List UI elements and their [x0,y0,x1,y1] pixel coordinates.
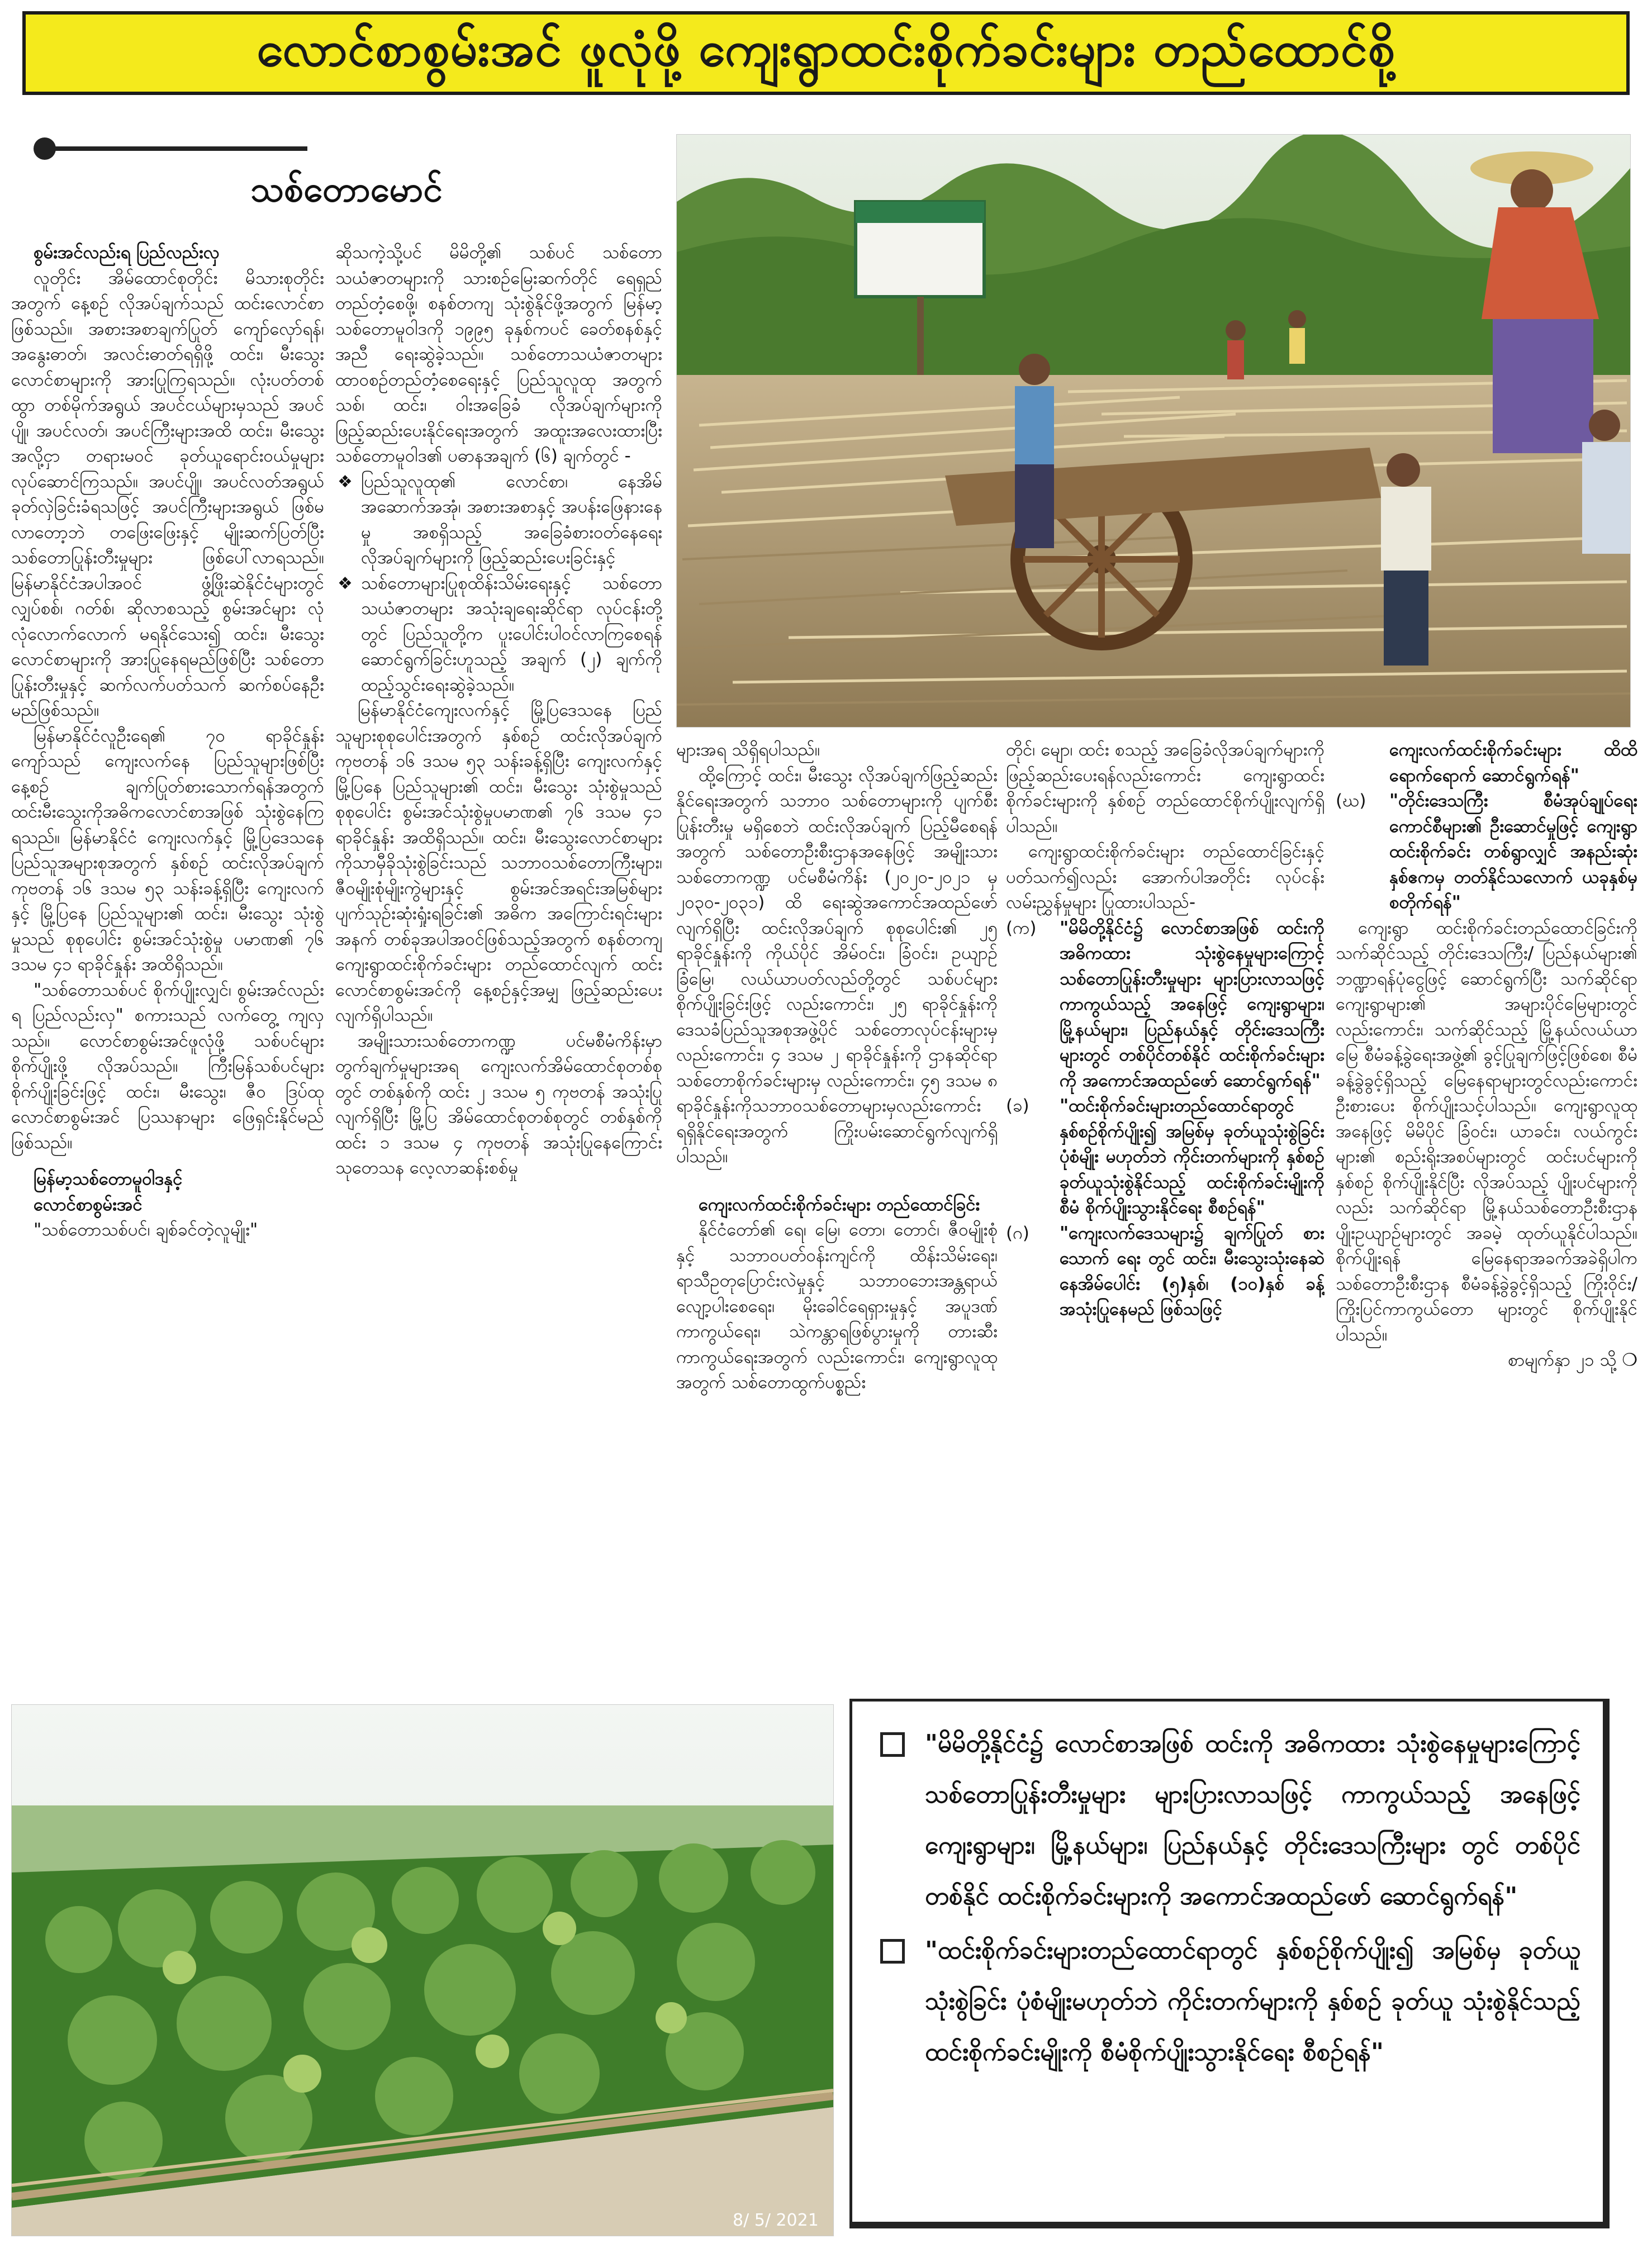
list-item-text: "ထင်းစိုက်ခင်းများတည်ထောင်ရာတွင် နှစ်စဉ်စိုက်ပျိုး၍ အမြစ်မှ ခုတ်ယူသုံးစွဲခြင်း ပုံစံမျိုး မဟုတ်ဘဲ ကိုင်းတက်များကို နှစ်စဉ် ခုတ်ယူသုံးစွဲနိုင်သည့် ထင်းစိုက်ခင်းမျိုးကို စီမံ စိုက်ပျိုးသွားနိုင်ရေး စီစဉ်ရန်" [1060,1096,1325,1218]
policy-bullet-list [335,469,662,698]
continued-note: စာမျက်နှာ ၂၁ သို့ ❍ [1508,1350,1637,1370]
list-item [1006,1221,1325,1323]
article-column-3 [676,738,998,1570]
paragraph: ဆိုသကဲ့သို့ပင် မိမိတို့၏ သစ်ပင် သစ်တော သယံဇာတများကို သားစဉ်မြေးဆက်တိုင် ရေရှည်တည်တံ့စေဖို့၊ စနစ်တကျ သုံးစွဲနိုင်ဖို့အတွက် မြန်မာ့သစ်တောမူဝါဒကို ၁၉၉၅ ခုနှစ်ကပင် ခေတ်စနစ်နှင့်အညီ ရေးဆွဲခဲ့သည်။ သစ်တောသယံဇာတများ ထာဝစဉ်တည်တံ့စေရေးနှင့် ပြည်သူလူထု အတွက် သစ်၊ ထင်း၊ ဝါးအခြေခံ လိုအပ်ချက်များကို ဖြည့်ဆည်းပေးနိုင်ရေးအတွက် အထူးအလေးထားပြီး သစ်တောမူဝါဒ၏ ပဓာနအချက် (၆) ချက်တွင် - [335,243,662,466]
list-item-text: "မိမိတို့နိုင်ငံ၌ လောင်စာအဖြစ် ထင်းကို အဓိကထား သုံးစွဲနေမှုများကြောင့် သစ်တောပြုန်းတီးမှုများ များပြားလာသဖြင့် ကာကွယ်သည့် အနေဖြင့် ကျေးရွာများ၊ မြို့နယ်များ၊ ပြည်နယ်နှင့် တိုင်းဒေသကြီးများတွင် တစ်ပိုင်တစ်နိုင် ထင်းစိုက်ခင်းများကို အကောင်အထည်ဖော် ဆောင်ရွက်ရန်" [1060,918,1325,1091]
subheading-policy-2: လောင်စာစွမ်းအင် [34,1194,143,1215]
paragraph: လူတိုင်း အိမ်ထောင်စုတိုင်း မိသားစုတိုင်းအတွက် နေ့စဉ် လိုအပ်ချက်သည် ထင်းလောင်စာ ဖြစ်သည်။ အစားအစာချက်ပြုတ် ကျော်လှော်ရန်၊ အနွေးဓာတ်၊ အလင်းဓာတ်ရရှိဖို့ ထင်း၊ မီးသွေး လောင်စာများကို အားပြုကြရသည်။ လုံးပတ်တစ်ထွာ တစ်မိုက်အရွယ် အပင်ငယ်များမှသည် အပင်ပျို၊ အပင်လတ်၊ အပင်ကြီးများအထိ ထင်း၊ မီးသွေး အလို့ငှာ တရားမဝင် ခုတ်ယူရောင်းဝယ်မှုများ လုပ်ဆောင်ကြသည်။ အပင်ပျို၊ အပင်လတ်အရွယ် ခုတ်လှဲခြင်းခံရသဖြင့် အပင်ကြီးများအရွယ် ဖြစ်မလာတော့ဘဲ တဖြေးဖြေးနှင့် မျိုးဆက်ပြတ်ပြီး သစ်တောပြုန်းတီးမှုများ ဖြစ်ပေါ်လာရသည်။ မြန်မာနိုင်ငံအပါအဝင် ဖွံ့ဖြိုးဆဲနိုင်ငံများတွင် လျှပ်စစ်၊ ဂတ်စ်၊ ဆိုလာစသည့် စွမ်းအင်များ လုံလုံလောက်လောက် မရနိုင်သေး၍ ထင်း၊ မီးသွေး လောင်စာများကို အားပြုနေရမည်ဖြစ်ပြီး သစ်တောပြုန်းတီးမှုနှင့် ဆက်လက်ပတ်သက် ဆက်စပ်နေဦးမည်ဖြစ်သည်။ [11,268,324,720]
list-item [335,571,662,698]
paragraph: အမျိုးသားသစ်တောကဏ္ဍ ပင်မစီမံကိန်းမှာ တွက်ချက်မှုများအရ ကျေးလက်အိမ်ထောင်စုတစ်စုတွင် တစ်နှစ်ကို ထင်း ၂ ဒသမ ၅ ကုဗတန် အသုံးပြုလျက်ရှိပြီး မြို့ပြ အိမ်ထောင်စုတစ်စုတွင် တစ်နှစ်ကို ထင်း ၁ ဒသမ ၄ ကုဗတန် အသုံးပြုနေကြောင်း သုတေသန လေ့လာဆန်းစစ်မှု [335,1030,662,1178]
paragraph: ကျေးရွာ ထင်းစိုက်ခင်းတည်ထောင်ခြင်းကို သက်ဆိုင်သည့် တိုင်းဒေသကြီး/ ပြည်နယ်များ၏ ဘဏ္ဍာရန်ပုံငွေဖြင့် ဆောင်ရွက်ပြီး သက်ဆိုင်ရာ ကျေးရွာများ၏ အများပိုင်မြေများတွင် လည်းကောင်း၊ သက်ဆိုင်သည့် မြို့နယ်လယ်ယာမြေ စီမံခန့်ခွဲရေးအဖွဲ့၏ ခွင့်ပြုချက်ဖြင့်ဖြစ်စေ၊ စီမံခန့်ခွဲခွင့်ရှိသည့် မြေနေရာများတွင်လည်းကောင်း ဦးစားပေး စိုက်ပျိုးသင့်ပါသည်။ ကျေးရွာလူထုအနေဖြင့် မိမိပိုင် ခြံဝင်း၊ ယာခင်း၊ လယ်ကွင်းများ၏ စည်းရိုးအစပ်များတွင် ထင်းပင်များကို နှစ်စဉ် စိုက်ပျိုးနိုင်ပြီး လိုအပ်သည့် ပျိုးပင်များကိုလည်း သက်ဆိုင်ရာ မြို့နယ်သစ်တောဦးစီးဌာန ပျိုးဥယျာဉ်များတွင် အခမဲ့ ထုတ်ယူနိုင်ပါသည်။ စိုက်ပျိုးရန် မြေနေရာအခက်အခဲရှိပါက သစ်တောဦးစီးဌာန စီမံခန့်ခွဲခွင့်ရှိသည့် ကြိုးဝိုင်း/ကြိုးပြင်ကာကွယ်တော များတွင် စိုက်ပျိုးနိုင်ပါသည်။ [1336,918,1637,1345]
diamond-bullet-icon: ❖ [338,472,353,492]
photo-bamboo-cart-image [677,135,1630,727]
checkbox-square-icon [880,1732,905,1757]
photo-date-stamp: 8/ 5/ 2021 [733,2211,819,2230]
subheading-village-plantation: ကျေးလက်ထင်းစိုက်ခင်းများ တည်ထောင်ခြင်း [699,1194,980,1215]
paragraph: မြန်မာနိုင်ငံကျေးလက်နှင့် မြို့ပြဒေသနေ ပြည်သူများစုစုပေါင်းအတွက် နှစ်စဉ် ထင်းလိုအပ်ချက် ကုဗတန် ၁၆ ဒသမ ၅၃ သန်းခန့်ရှိပြီး ကျေးလက်နှင့် မြို့ပြနေ ပြည်သူများ၏ ထင်း၊ မီးသွေး သုံးစွဲမှုသည် စုစုပေါင်း စွမ်းအင်သုံးစွဲမှုပမာဏ၏ ၇၆ ဒသမ ၄၁ ရာခိုင်နှုန်း အထိရှိသည်။ ထင်း၊ မီးသွေးလောင်စာများကိုသာမှီခိုသုံးစွဲခြင်းသည် သဘာဝသစ်တောကြီးများ၊ ဇီဝမျိုးစုံမျိုးကွဲများနှင့် စွမ်းအင်အရင်းအမြစ်များ ပျက်သုဉ်းဆုံးရှုံးရခြင်း၏ အဓိက အကြောင်းရင်းများအနက် တစ်ခုအပါအဝင်ဖြစ်သည့်အတွက် စနစ်တကျ ကျေးရွာထင်းစိုက်ခင်းများ တည်ထောင်လျက် ထင်းလောင်စာစွမ်းအင်ကို နေ့စဉ်နှင့်အမျှ ဖြည့်ဆည်းပေးလျက်ရှိပါသည်။ [335,700,662,1025]
list-item-text: "တိုင်းဒေသကြီး စီမံအုပ်ချုပ်ရေးကောင်စီများ၏ ဦးဆောင်မှုဖြင့် ကျေးရွာထင်းစိုက်ခင်း တစ်ရွာလျှင် အနည်းဆုံး နှစ်ဧကမှ တတ်နိုင်သလောက် ယခုနှစ်မှ စတိုက်ရန်" [1389,791,1637,912]
pull-quote-text: "မိမိတို့နိုင်ငံ၌ လောင်စာအဖြစ် ထင်းကို အဓိကထား သုံးစွဲနေမှုများကြောင့် သစ်တောပြုန်းတီးမှုများ များပြားလာသဖြင့် ကာကွယ်သည့် အနေဖြင့် ကျေးရွာများ၊ မြို့နယ်များ၊ ပြည်နယ်နှင့် တိုင်းဒေသကြီးများ တွင် တစ်ပိုင်တစ်နိုင် ထင်းစိုက်ခင်းများကို အကောင်အထည်ဖော် ဆောင်ရွက်ရန်" [925,1729,1580,1910]
list-number: (ဂ) [1006,1223,1029,1243]
paragraph: ထို့ကြောင့် ထင်း၊ မီးသွေး လိုအပ်ချက်ဖြည့်ဆည်းနိုင်ရေးအတွက် သဘာဝ သစ်တောများကို ပျက်စီးပြုန်းတီးမှု မရှိစေဘဲ ထင်းလိုအပ်ချက် ပြည့်မီစေရန်အတွက် သစ်တောဦးစီးဌာနအနေဖြင့် အမျိုးသားသစ်တောကဏ္ဍ ပင်မစီမံကိန်း (၂၀၂၀-၂၀၂၁ မှ ၂၀၃၀-၂၀၃၁) ထိ ရေးဆွဲအကောင်အထည်ဖော်လျက်ရှိပြီး ထင်းလိုအပ်ချက် စုစုပေါင်း၏ ၂၅ ရာခိုင်နှုန်းကို ကိုယ်ပိုင် အိမ်ဝင်း၊ ခြံဝင်း၊ ဥယျာဉ်ခြံမြေ၊ လယ်ယာပတ်လည်တို့တွင် သစ်ပင်များ စိုက်ပျိုးခြင်းဖြင့် လည်းကောင်း၊ ၂၅ ရာခိုင်နှုန်းကို ဒေသခံပြည်သူအစုအဖွဲ့ပိုင် သစ်တောလုပ်ငန်းများမှ လည်းကောင်း၊ ၄ ဒသမ ၂ ရာခိုင်နှုန်းကို ဌာနဆိုင်ရာ သစ်တောစိုက်ခင်းများမှ လည်းကောင်း၊ ၄၅ ဒသမ ၈ ရာခိုင်နှုန်းကိုသဘာဝသစ်တောများမှလည်းကောင်း ရရှိနိုင်ရေးအတွက် ကြိုးပမ်းဆောင်ရွက်လျက်ရှိပါသည်။ [676,765,998,1167]
guideline-list-continued [1336,788,1637,916]
paragraph: မြန်မာနိုင်ငံလူဦးရေ၏ ၇၀ ရာခိုင်နှုန်းကျော်သည် ကျေးလက်နေ ပြည်သူများဖြစ်ပြီး နေ့စဉ် ချက်ပြုတ်စားသောက်ရန်အတွက်ထင်းမီးသွေးကိုအဓိကလောင်စာအဖြစ် သုံးစွဲနေကြရသည်။ မြန်မာနိုင်ငံ ကျေးလက်နှင့် မြို့ပြဒေသနေ ပြည်သူအများစုအတွက် နှစ်စဉ် ထင်းလိုအပ်ချက် ကုဗတန် ၁၆ ဒသမ ၅၃ သန်းခန့်ရှိပြီး ကျေးလက်နှင့် မြို့ပြနေ ပြည်သူများ၏ ထင်း၊ မီးသွေး သုံးစွဲမှုသည် စုစုပေါင်း စွမ်းအင်သုံးစွဲမှု ပမာဏ၏ ၇၆ ဒသမ ၄၁ ရာခိုင်နှုန်း အထိရှိသည်။ [11,725,324,975]
list-number: (ဃ) [1336,791,1366,811]
paragraph: "သစ်တောသစ်ပင် စိုက်ပျိုးလျှင်၊ စွမ်းအင်လည်းရ ပြည်လည်းလှ" စကားသည် လက်တွေ့ ကျလှသည်။ လောင်စာစွမ်းအင်ဖူလုံဖို့ သစ်ပင်များ စိုက်ပျိုးဖို့ လိုအပ်သည်။ ကြီးမြန်သစ်ပင်များ စိုက်ပျိုးခြင်းဖြင့် ထင်း၊ မီးသွေး၊ ဇီဝ ဒြပ်ထု လောင်စာစွမ်းအင် ပြဿနာများ ဖြေရှင်းနိုင်မည်ဖြစ်သည်။ [11,980,324,1153]
list-number: (က) [1006,918,1037,938]
paragraph: ကျေးလက်ထင်းစိုက်ခင်းများ ထိထိရောက်ရောက် ဆောင်ရွက်ရန်" [1389,740,1637,786]
byline: သစ်တောမောင် [250,169,443,210]
diamond-bullet-icon: ❖ [338,573,353,593]
list-item [1336,788,1637,916]
byline-rule [45,146,307,151]
paragraph: "သစ်တောသစ်ပင်၊ ချစ်ခင်တဲ့လူမျိုး" [34,1220,258,1240]
photo-bamboo-cart [676,134,1631,728]
list-item [335,469,662,571]
list-item-text: သစ်တောများပြုစုထိန်းသိမ်းရေးနှင့် သစ်တောသယံဇာတများ အသုံးချရေးဆိုင်ရာ လုပ်ငန်းတို့တွင် ပြည်သူတို့က ပူးပေါင်းပါဝင်လာကြစေရန် ဆောင်ရွက်ခြင်းဟူသည့် အချက် (၂) ချက်ကို ထည့်သွင်းရေးဆွဲခဲ့သည်။ [361,573,662,695]
list-item-text: ပြည်သူလူထု၏ လောင်စာ၊ နေအိမ်အဆောက်အအုံ၊ အစားအစာနှင့် အပန်းဖြေနားနေမှု အစရှိသည့် အခြေခံစားဝတ်နေရေး လိုအပ်ချက်များကို ဖြည့်ဆည်းပေးခြင်းနှင့် [361,471,662,568]
list-item [1006,916,1325,1094]
checkbox-square-icon [880,1939,905,1964]
list-number: (ခ) [1006,1096,1029,1116]
paragraph: ကျေးရွာထင်းစိုက်ခင်းများ တည်ထောင်ခြင်းနှင့် ပတ်သက်၍လည်း အောက်ပါအတိုင်း လုပ်ငန်းလမ်းညွှန်မှုများ ပြုထားပါသည်- [1006,842,1325,912]
article-column-1 [11,240,324,1570]
article-column-2 [335,240,662,1570]
pull-quote-item [869,1925,1580,2078]
headline: လောင်စာစွမ်းအင် ဖူလုံဖို့ ကျေးရွာထင်းစိုက်ခင်းများ တည်ထောင်စို့ [22,11,1630,95]
pull-quote-box [849,1699,1610,2228]
article-column-5 [1336,738,1637,1570]
paragraph: တိုင်၊ မျော၊ ထင်း စသည့် အခြေခံလိုအပ်ချက်များကို ဖြည့်ဆည်းပေးရန်လည်းကောင်း ကျေးရွာထင်းစိုက်ခင်းများကို နှစ်စဉ် တည်ထောင်စိုက်ပျိုးလျက်ရှိပါသည်။ [1006,740,1325,837]
article-column-4 [1006,738,1325,1570]
photo-seedling-nursery [11,1704,834,2236]
photo-seedling-nursery-image [12,1705,833,2236]
pull-quote-item [869,1718,1580,1922]
guideline-list [1006,916,1325,1323]
subheading-energy: စွမ်းအင်လည်းရ ပြည်လည်းလှ [34,243,220,263]
pull-quote-text: "ထင်းစိုက်ခင်းများတည်ထောင်ရာတွင် နှစ်စဉ်စိုက်ပျိုး၍ အမြစ်မှ ခုတ်ယူသုံးစွဲခြင်း ပုံစံမျိုးမဟုတ်ဘဲ ကိုင်းတက်များကို နှစ်စဉ် ခုတ်ယူ သုံးစွဲနိုင်သည့် ထင်းစိုက်ခင်းမျိုးကို စီမံစိုက်ပျိုးသွားနိုင်ရေး စီစဉ်ရန်" [925,1936,1580,2066]
paragraph: များအရ သိရှိရပါသည်။ [676,740,820,760]
list-item-text: "ကျေးလက်ဒေသများ၌ ချက်ပြုတ် စားသောက် ရေး တွင် ထင်း၊ မီးသွေးသုံးနေဆဲ နေအိမ်ပေါင်း (၅)နှစ်၊ (၁၀)နှစ် ခန့် အသုံးပြုနေမည် ဖြစ်သဖြင့် [1060,1223,1325,1319]
subheading-policy-1: မြန်မာ့သစ်တောမူဝါဒနှင့် [34,1169,183,1189]
paragraph: နိုင်ငံတော်၏ ရေ၊ မြေ၊ တော၊ တောင်၊ ဇီဝမျိုးစုံနှင့် သဘာဝပတ်ဝန်းကျင်ကို ထိန်းသိမ်းရေး၊ ရာသီဥတုပြောင်းလဲမှုနှင့် သဘာဝဘေးအန္တရာယ် လျော့ပါးစေရေး၊ မိုးခေါင်ရေရှားမှုနှင့် အပူဒဏ်ကာကွယ်ရေး၊ သဲကန္တာရဖြစ်ပွားမှုကို တားဆီးကာကွယ်ရေးအတွက် လည်းကောင်း၊ ကျေးရွာလူထုအတွက် သစ်တောထွက်ပစ္စည်း [676,1220,998,1392]
list-item [1006,1094,1325,1221]
